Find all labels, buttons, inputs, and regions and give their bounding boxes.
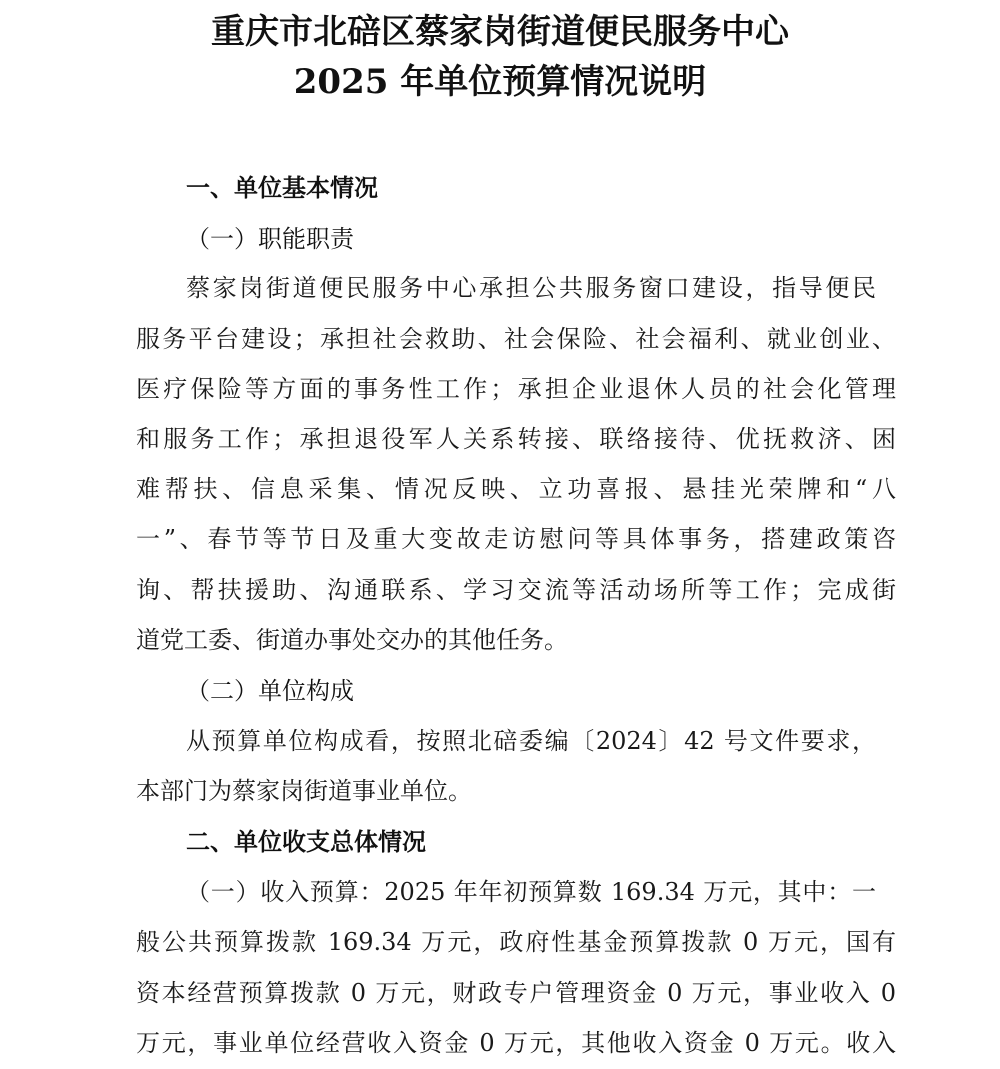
subsection-heading-functions: （一）职能职责 <box>186 225 354 253</box>
paragraph-line: 一”、春节等节日及重大变故走访慰问等具体事务，搭建政策咨 <box>136 525 896 553</box>
section-heading-budget-overview: 二、单位收支总体情况 <box>186 827 426 856</box>
paragraph-line: （一）收入预算：2025 年年初预算数 169.34 万元，其中：一 <box>186 878 876 906</box>
paragraph-line: 难帮扶、信息采集、情况反映、立功喜报、悬挂光荣牌和“八 <box>136 475 896 503</box>
paragraph-line: 从预算单位构成看，按照北碚委编〔2024〕42 号文件要求， <box>186 727 876 755</box>
paragraph-line: 资本经营预算拨款 0 万元，财政专户管理资金 0 万元，事业收入 0 <box>136 979 896 1007</box>
paragraph-line: 万元，事业单位经营收入资金 0 万元，其他收入资金 0 万元。收入 <box>136 1029 896 1057</box>
paragraph-line: 蔡家岗街道便民服务中心承担公共服务窗口建设，指导便民 <box>186 274 876 302</box>
section-heading-basic-info: 一、单位基本情况 <box>186 173 378 202</box>
paragraph-line: 本部门为蔡家岗街道事业单位。 <box>136 777 472 805</box>
paragraph-line: 般公共预算拨款 169.34 万元，政府性基金预算拨款 0 万元，国有 <box>136 928 896 956</box>
document-title-line-1: 重庆市北碚区蔡家岗街道便民服务中心 <box>211 12 789 52</box>
paragraph-line: 和服务工作；承担退役军人关系转接、联络接待、优抚救济、困 <box>136 425 896 453</box>
paragraph-line: 询、帮扶援助、沟通联系、学习交流等活动场所等工作；完成街 <box>136 576 896 604</box>
paragraph-line: 道党工委、街道办事处交办的其他任务。 <box>136 626 568 654</box>
paragraph-line: 服务平台建设；承担社会救助、社会保险、社会福利、就业创业、 <box>136 325 896 353</box>
subsection-heading-composition: （二）单位构成 <box>186 677 354 705</box>
paragraph-line: 医疗保险等方面的事务性工作；承担企业退休人员的社会化管理 <box>136 375 896 403</box>
document-title-line-2: 2025 年单位预算情况说明 <box>293 62 707 102</box>
